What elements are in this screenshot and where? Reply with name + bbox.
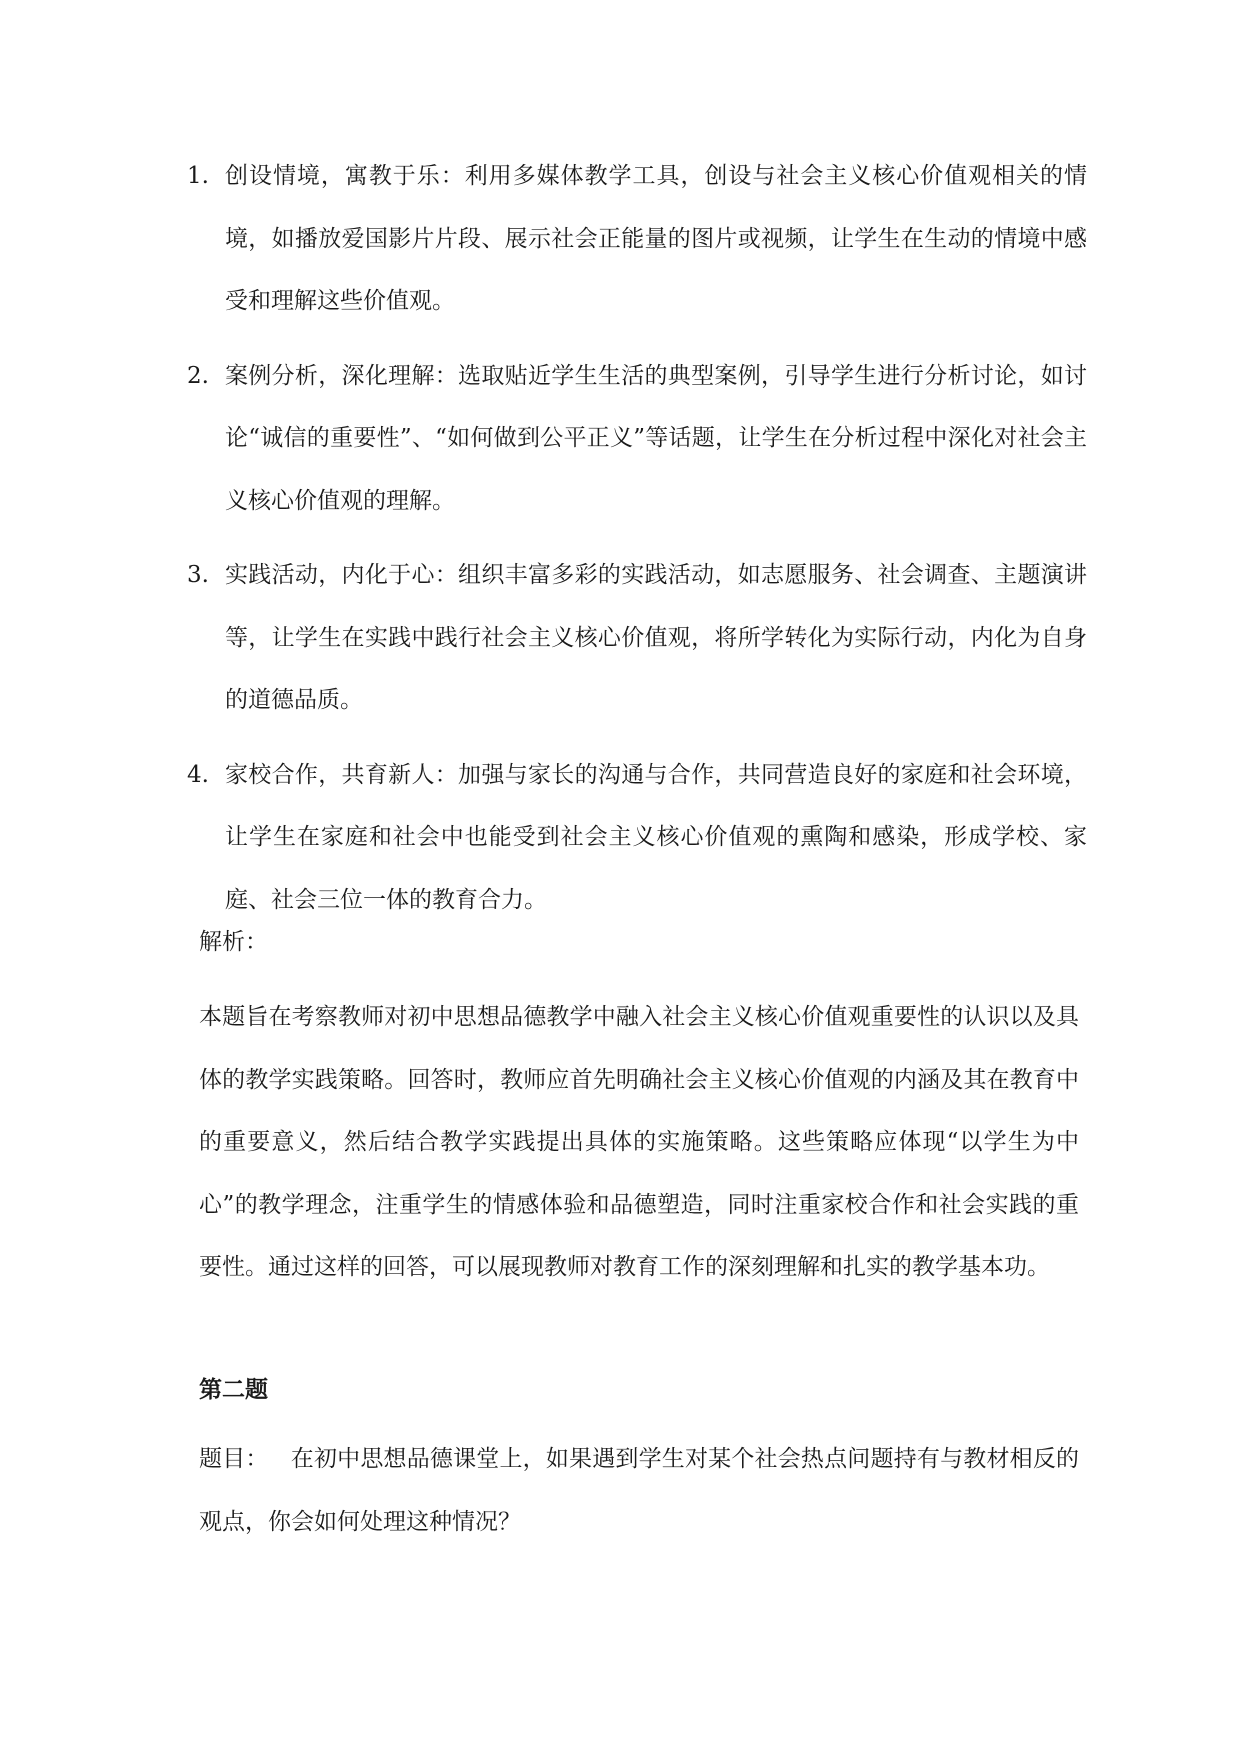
question-text: 在初中思想品德课堂上，如果遇到学生对某个社会热点问题持有与教材相反的观点，你会如何处理这种情况？ bbox=[199, 1446, 1080, 1535]
list-item bbox=[187, 544, 1087, 732]
analysis-paragraph: 本题旨在考察教师对初中思想品德教学中融入社会主义核心价值观重要性的认识以及具体的教学实践策略。回答时，教师应首先明确社会主义核心价值观的内涵及其在教育中的重要意义，然后结合教学实践提出具体的实施策略。这些策略应体现“以学生为中心”的教学理念，注重学生的情感体验和品德塑造，同时注重家校合作和社会实践的重要性。通过这样的回答，可以展现教师对教育工作的深刻理解和扎实的教学基本功。 bbox=[199, 1004, 1079, 1280]
list-item-number: 3. bbox=[187, 562, 209, 588]
list-item bbox=[187, 744, 1087, 932]
list-item bbox=[187, 345, 1087, 533]
question-paragraph bbox=[199, 1428, 1079, 1553]
list-item-number: 4. bbox=[187, 761, 209, 788]
list-item-text: 创设情境，寓教于乐：利用多媒体教学工具，创设与社会主义核心价值观相关的情境，如播放爱国影片片段、展示社会正能量的图片或视频，让学生在生动的情境中感受和理解这些价值观。 bbox=[225, 163, 1087, 314]
list-item-text: 实践活动，内化于心：组织丰富多彩的实践活动，如志愿服务、社会调查、主题演讲等，让学生在实践中践行社会主义核心价值观，将所学转化为实际行动，内化为自身的道德品质。 bbox=[225, 562, 1087, 713]
section-title: 第二题 bbox=[199, 1377, 268, 1403]
list-item-text: 家校合作，共育新人：加强与家长的沟通与合作，共同营造良好的家庭和社会环境，让学生在家庭和社会中也能受到社会主义核心价值观的熏陶和感染，形成学校、家庭、社会三位一体的教育合力。 bbox=[225, 761, 1087, 913]
list-item bbox=[187, 145, 1087, 333]
list-item-number: 2. bbox=[187, 362, 209, 389]
list-item-number: 1. bbox=[187, 163, 209, 189]
list-item-text: 案例分析，深化理解：选取贴近学生生活的典型案例，引导学生进行分析讨论，如讨论“诚信的重要性”、“如何做到公平正义”等话题，让学生在分析过程中深化对社会主义核心价值观的理解。 bbox=[225, 362, 1087, 514]
question-label: 题目： bbox=[199, 1446, 269, 1472]
strategy-list bbox=[187, 145, 1087, 943]
analysis-label: 解析： bbox=[199, 929, 268, 955]
